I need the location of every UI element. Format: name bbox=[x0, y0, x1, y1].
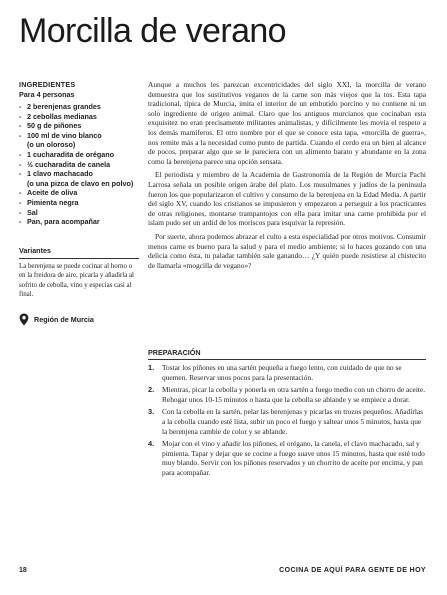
variants-text: La berenjena se puede cocinar al horno o en la freidora de aire, picarla y añadirla al sofrito de cebolla, vino y especias casi al final. bbox=[19, 262, 134, 298]
location-pin-icon bbox=[19, 313, 29, 326]
ingredient-item: - Sal bbox=[19, 208, 139, 218]
ingredient-item: - 1 cucharadita de orégano bbox=[19, 150, 139, 160]
ingredient-item: - 1 clavo machacado bbox=[19, 169, 139, 179]
region-label: Región de Murcia bbox=[34, 315, 94, 325]
page-number: 18 bbox=[19, 567, 27, 574]
ingredients-list bbox=[19, 102, 139, 227]
preparation-step bbox=[148, 439, 426, 477]
variants-heading: Variantes bbox=[19, 245, 51, 255]
step-number: 2. bbox=[148, 385, 155, 395]
step-number: 1. bbox=[148, 363, 155, 372]
intro-paragraph: Aunque a muchos les parezcan excentricidades del siglo XXI, la morcilla de verano demuestra que los sustitutivos veganos de la carne son más viejos que la tos. Esta tapa tradicional, típica de Murcia, imita el interior de un embutido porcino y no contiene ni un solo ingrediente de origen animal. Claro que los antiguos murcianos que cocinaban esta exquisitez no eran precisamente militantes animalistas, y difícilmente les movía el respeto a los demás mamíferos. El otro nombre por el que se conoce esta tapa, «morcilla de guerra», nos remite más a la necesidad como punto de partida. Cuando el cerdo era un bien al alcance de pocos, preparar algo que se le pareciera con un alimento barato y abundante en la zona como la berenjena parece una opción sensata. bbox=[148, 80, 426, 166]
intro-paragraph: Por suerte, ahora podemos abrazar el culto a esta especialidad por otros motivos. Consumir menos carne es bueno para la salud y para el medio ambiente; si lo haces gozando con una delicia como ésta, tu paladar también sale ganando… ¿Y quién puede resistirse al chistecito de llamarla «mogcilla de vegano»? bbox=[148, 231, 426, 270]
ingredients-heading: INGREDIENTES bbox=[19, 80, 76, 89]
ingredient-item: - Pan, para acompañar bbox=[19, 217, 139, 227]
ingredient-item: (o una pizca de clavo en polvo) bbox=[27, 178, 134, 188]
preparation-divider bbox=[148, 359, 426, 360]
page-footer bbox=[19, 567, 426, 574]
preparation-step bbox=[148, 407, 426, 436]
ingredient-item: - Aceite de oliva bbox=[19, 188, 139, 198]
step-text: Mojar con el vino y añadir los piñones, el orégano, la canela, el clavo machacado, sal y pimienta. Tapar y dejar que se cocine a fuego suave unos 15 minutos, hasta que esté todo muy blando. Servir con los piñones reservados y un chorrito de aceite por encima, y pan para acompañar. bbox=[162, 439, 425, 477]
servings-label: Para 4 personas bbox=[19, 90, 75, 99]
page-title: Morcilla de verano bbox=[19, 12, 286, 50]
preparation-step bbox=[148, 385, 426, 404]
intro-text bbox=[148, 80, 426, 274]
preparation-heading: PREPARACIÓN bbox=[148, 348, 201, 357]
book-title: COCINA DE AQUÍ PARA GENTE DE HOY bbox=[279, 567, 426, 574]
ingredient-item: - ½ cucharadita de canela bbox=[19, 160, 139, 170]
preparation-steps bbox=[148, 363, 426, 478]
intro-paragraph: El periodista y miembro de la Academia de Gastronomía de la Región de Murcia Pachi Larrosa señala un posible origen árabe del plato. Los musulmanes y judíos de la península fueron los que popularizaron el cultivo y consumo de la berenjena en la Edad Media. A partir del siglo XV, cuando los cristianos se impusieron y empezaron a perseguir a los practicantes de otras religiones, montarse trampantojos con ella para imitar una carne prohibida por el islam pudo ser un ardid de los moriscos para esquivar la represión. bbox=[148, 170, 426, 228]
ingredient-item: - 100 ml de vino blanco bbox=[19, 131, 139, 141]
ingredient-item: - 2 berenjenas grandes bbox=[19, 102, 139, 112]
ingredient-item: - 50 g de piñones bbox=[19, 121, 139, 131]
step-text: Con la cebolla en la sartén, pelar las berenjenas y picarlas en trozos pequeños. Añadirlas a la cebolla cuando esté lista, subir un poco el fuego y saltear unos 5 minutos, hasta que la berenjena cambie de color y se ablande. bbox=[162, 407, 424, 436]
ingredient-item: - Pimienta negra bbox=[19, 198, 139, 208]
step-text: Mientras, picar la cebolla y ponerla en otra sartén a fuego medio con un chorro de aceite. Rehogar unos 10-15 minutos o hasta que la cebolla se ablande y se empiece a dorar. bbox=[162, 385, 426, 404]
sidebar bbox=[19, 80, 139, 326]
variants-divider bbox=[19, 258, 139, 259]
preparation-step bbox=[148, 363, 426, 382]
step-text: Tostar los piñones en una sartén pequeña a fuego lento, con cuidado de que no se quemen. Reservar unos pocos para la presentación. bbox=[162, 363, 402, 382]
preparation-section bbox=[148, 348, 426, 481]
ingredient-item: (o un oloroso) bbox=[27, 140, 76, 150]
region-tag bbox=[19, 313, 139, 326]
step-number: 3. bbox=[148, 407, 155, 417]
ingredient-item: - 2 cebollas medianas bbox=[19, 112, 139, 122]
step-number: 4. bbox=[148, 439, 155, 449]
